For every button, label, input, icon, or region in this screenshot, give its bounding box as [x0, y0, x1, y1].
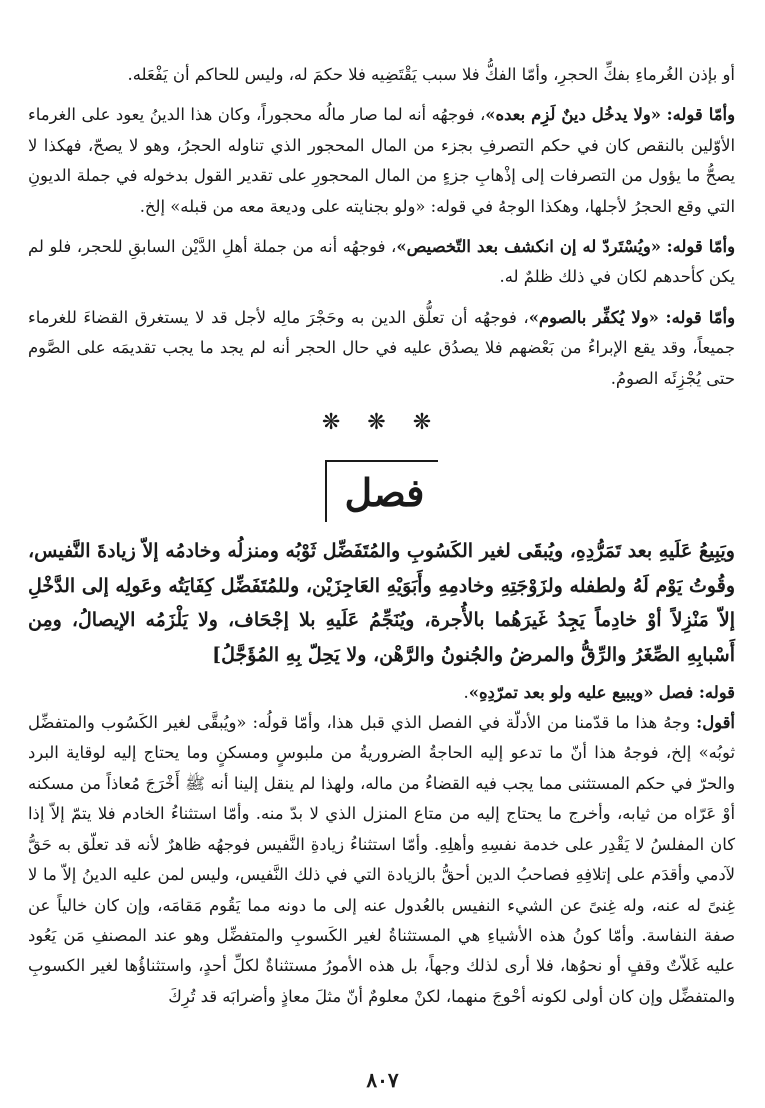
paragraph-label: وأمّا قوله:	[666, 105, 735, 125]
paragraph-recovery	[28, 232, 735, 293]
quoted-text: «ولا يدخُل دينٌ لَزِم بعده»	[485, 105, 662, 125]
punctuation: .	[463, 683, 469, 703]
quoted-text: «ولا يُكفِّر بالصوم»	[528, 307, 659, 327]
quoted-text: «ويُسْتَردّ له إن انكشف بعد التّخصيص»	[396, 237, 661, 257]
matn-text: ويَبِيعُ عَلَيهِ بعد تَمَرُّدِهِ، ويُبقَى لغير الكَسُوبِ والمُتَفَضِّل ثَوْبُه ومنزلُه وخادمُه إلاّ زيادةَ النَّفيس، وقُوتُ يَوْم لَهُ ولطفله ولزَوْجَتِهِ وخادمِهِ وأَبَوَيْهِ العَاجِزَيْن، وللمُتَفَضِّل كِفَايَتُه وعَولِه إلى الدَّخْلِ إلاّ مَنْزِلاً أوْ خادِماً يَجِدُ غَيرَهُما بالأُجرة، ويُنَجِّمُ عَلَيهِ بلا إجْحَاف، ولا يَلْزَمُه الإيصالُ، ومِن أَسْبابِهِ الصِّغَرُ والرِّقُّ والمرضُ والجُنونُ والرَّهْن، ولا يَحِلّ بِهِ المُؤَجَّلُ]	[28, 540, 735, 666]
paragraph-body: ، فوجهُه أنه من جملة أهلِ الدَّيْن السابقِ للحجر، فلو لم يكن كأحدهم لكان في ذلك ظلمٌ له.	[28, 237, 735, 287]
commentary-body: وجهُ هذا ما قدّمنا من الأدلّة في الفصل الذي قبل هذا، وأمّا قولُه: «ويُبقَّى لغير الكَسُوب والمتفضِّل ثوبُه» إلخ، فوجهُ هذا أنّ ما تدعو إليه الحاجةُ الضروريةُ من ملبوسٍ ومسكنٍ وما يحتاج إليه لوقاية البرد والحرّ في حكم المستثنى مما يجب فيه القضاءُ من ماله، ولهذا لم ينقل إلينا أنه ﷺ أَخْرَجَ مُعاذاً من مسكنه أوْ عَرّاه من ثيابه، وأخرج ما يحتاج إليه من متاع المنزل الذي لا بدّ منه. وأمّا استثناءُ الخادم فلا يتمّ إلاّ إذا كان المفلسُ لا يَقْدِر على خدمة نفسِهِ وأهلِهِ. وأمّا استثناءُ زيادةِ النَّفيس فوجهُه ظاهرٌ لأنه قد تعلّق به حَقُّ لآدمي وأقدَم على إتلافِهِ فصاحبُ الدين أحقُّ بالزيادة التي في ذلك النَّفيس، وليس لمن عليه الدينُ إلاّ ما لا غِنىً له عنه، وله غِنىً عن الشيء النفيس بالعُدول عنه إلى ما دونه مما يَقُوم مَقامَه، وإن كان خالياً عن صفة النفاسة. وأمّا كونُ هذه الأشياءِ هي المستثناةُ لغير الكَسوبِ والمتفضِّل وهو عند المصنفِ مَن يَعُود عليه غَلاّتٌ وقفٍ أو نحوُها، فلا أرى لذلك وجهاً، بل هذه الأمورُ مستثناةٌ لكلِّ أحدٍ، واستثناؤُها لغير الكسوبِ والمتفضِّل وإن كان أولى لكونه أحْوجَ منهما، لكنْ معلومٌ أنّ مثلَ معاذٍ وأضرابَه قد تُرِكَ	[28, 713, 735, 1006]
commentary-paragraph	[28, 708, 735, 1012]
heading-bracket	[325, 460, 439, 522]
aqul-label: أقول:	[696, 713, 735, 733]
paragraph-label: وأمّا قوله:	[666, 237, 735, 257]
paragraph-fasting	[28, 303, 735, 394]
paragraph-body: ، فوجهُه أنه لما صار مالُه محجوراً، وكان هذا الدينُ يعود على الغرماء الأوّلين بالنقص كان في حكم التصرفِ بجزء من المال المحجور الذي تناوله الحجرُ، وهو لا يصحّ، فهكذا لا يصحُّ ما يؤول من التصرفات إلى إذْهابِ جزءٍ من المال المحجورِ على تقدير القول بدخوله في جملة الديونِ التي وقع الحجرُ لأجلها، وهكذا الوجهُ في قوله: «ولو بجنايته على وديعة معه من قبله» إلخ.	[28, 105, 735, 216]
commentary-quote-line	[28, 678, 735, 708]
section-title: فصل	[344, 470, 425, 516]
section-divider-stars: ❋ ❋ ❋	[321, 410, 442, 436]
quoted-text: «ويبيع عليه ولو بعد تمرّدِهِ»	[468, 683, 654, 703]
paragraph-label: وأمّا قوله:	[665, 307, 735, 327]
page-number: ٨٠٧	[366, 1068, 399, 1092]
top-paragraph: أو بإذن الغُرماءِ بفكِّ الحجرِ، وأمّا الفكُّ فلا سبب يَقْتَضِيه فلا حكمَ له، وليس للحاكم أن يَفْعَله.	[127, 65, 735, 84]
commentary-label: قوله: فصل	[658, 683, 735, 703]
section-heading	[28, 460, 735, 524]
paragraph-body: ، فوجهُه أن تعلُّق الدين به وحَجْرَ مالِه لأجل قد لا يستغرق القضاءَ للغرماء جميعاً، وقد يقع الإبراءُ من بَعْضهم فلا يصدُق عليه في حال الحجر أنه لم يجد ما يجب تقديمَه على الصَّوم حتى يُجْزِئَه الصومُ.	[28, 307, 735, 388]
paragraph-no-new-debt	[28, 100, 735, 222]
